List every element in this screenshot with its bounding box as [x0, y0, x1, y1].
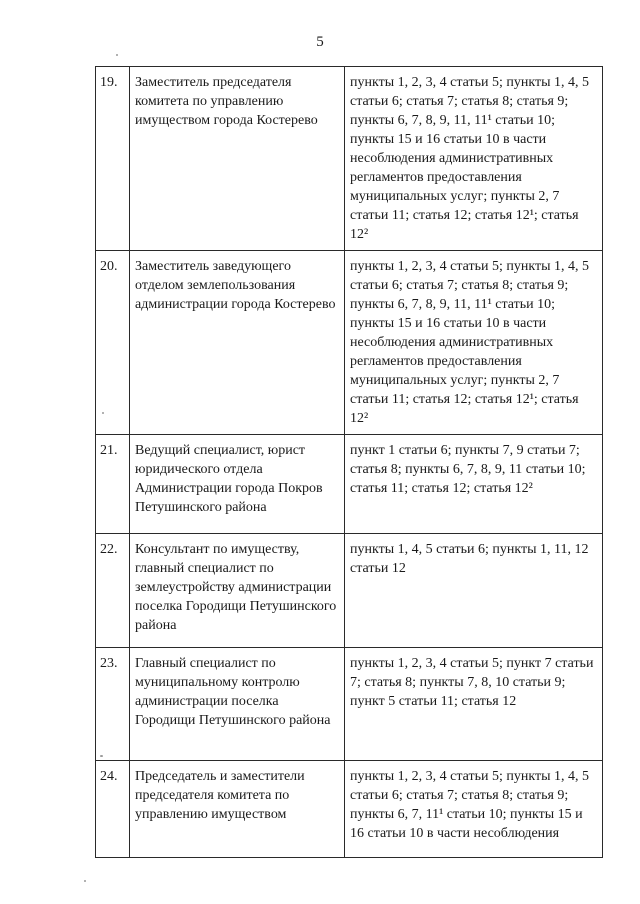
table-row: [96, 648, 603, 761]
articles-list: пункты 1, 4, 5 статьи 6; пункты 1, 11, 12 статьи 12: [345, 534, 603, 648]
page-number: 5: [316, 34, 324, 50]
articles-list: пункты 1, 2, 3, 4 статьи 5; пункты 1, 4, 5 статьи 6; статья 7; статья 8; статья 9; пункты 6, 7, 11¹ статьи 10; пункты 15 и 16 статьи 10 в части несоблюдения: [345, 761, 603, 858]
table-row: [96, 67, 603, 251]
table-row: [96, 534, 603, 648]
articles-list: пункты 1, 2, 3, 4 статьи 5; пункты 1, 4, 5 статьи 6; статья 7; статья 8; статья 9; пункты 6, 7, 8, 9, 11, 11¹ статьи 10; пункты 15 и 16 статьи 10 в части несоблюдения административных регламентов предоставления муниципальных услуг; пункты 2, 7 статьи 11; статья 12; статья 12¹; статья 12²: [345, 67, 603, 251]
articles-list: пункты 1, 2, 3, 4 статьи 5; пункты 1, 4, 5 статьи 6; статья 7; статья 8; статья 9; пункты 6, 7, 8, 9, 11, 11¹ статьи 10; пункты 15 и 16 статьи 10 в части несоблюдения административных регламентов предоставления муниципальных услуг; пункты 2, 7 статьи 11; статья 12; статья 12¹; статья 12²: [345, 251, 603, 435]
row-number: 24.: [96, 761, 130, 858]
scan-speck: [84, 880, 86, 882]
position-title: Заместитель председателя комитета по управлению имуществом города Костерево: [130, 67, 345, 251]
table-row: [96, 761, 603, 858]
scan-speck: [100, 755, 103, 757]
row-number: 20.: [96, 251, 130, 435]
articles-list: пункт 1 статьи 6; пункты 7, 9 статьи 7; статья 8; пункты 6, 7, 8, 9, 11 статьи 10; статья 11; статья 12; статья 12²: [345, 435, 603, 534]
position-title: Председатель и заместители председателя комитета по управлению имуществом: [130, 761, 345, 858]
position-title: Заместитель заведующего отделом землепользования администрации города Костерево: [130, 251, 345, 435]
position-title: Консультант по имуществу, главный специалист по землеустройству администрации поселка Городищи Петушинского района: [130, 534, 345, 648]
row-number: 22.: [96, 534, 130, 648]
table-row: [96, 251, 603, 435]
position-title: Главный специалист по муниципальному контролю администрации поселка Городищи Петушинского района: [130, 648, 345, 761]
scan-speck: [116, 54, 118, 56]
row-number: 23.: [96, 648, 130, 761]
table-body: [96, 67, 603, 858]
table-row: [96, 435, 603, 534]
scan-speck: [102, 412, 104, 414]
row-number: 21.: [96, 435, 130, 534]
officials-table: [95, 66, 603, 858]
row-number: 19.: [96, 67, 130, 251]
articles-list: пункты 1, 2, 3, 4 статьи 5; пункт 7 статьи 7; статья 8; пункты 7, 8, 10 статьи 9; пункт 5 статьи 11; статья 12: [345, 648, 603, 761]
position-title: Ведущий специалист, юрист юридического отдела Администрации города Покров Петушинского района: [130, 435, 345, 534]
